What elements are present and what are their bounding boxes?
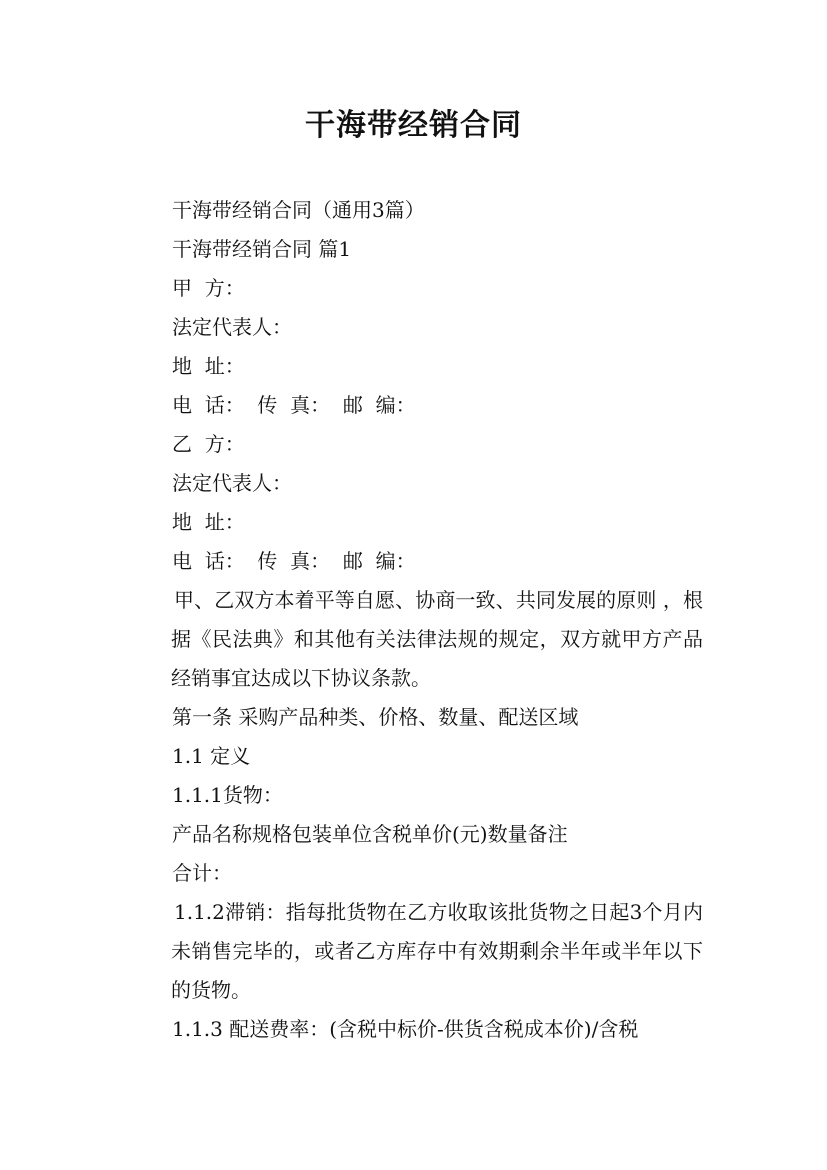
party-a-contact-line: 电 话： 传 真： 邮 编：	[172, 393, 416, 417]
article-1-heading: 第一条 采购产品种类、价格、数量、配送区域	[172, 705, 579, 729]
subtitle-line: 干海带经销合同（通用3篇）	[172, 198, 425, 222]
party-a-representative-line: 法定代表人：	[172, 315, 292, 339]
party-b-representative-line: 法定代表人：	[172, 471, 292, 495]
party-b-contact-line: 电 话： 传 真： 邮 编：	[172, 549, 416, 573]
party-b-address-line: 地 址：	[172, 510, 245, 534]
document-title: 干海带经销合同	[305, 108, 522, 143]
document-body	[172, 191, 712, 1049]
party-b-line: 乙 方：	[172, 432, 245, 456]
section-heading-line: 干海带经销合同 篇1	[172, 237, 352, 261]
party-a-address-line: 地 址：	[172, 354, 245, 378]
section-1-1-1-line: 1.1.1货物：	[172, 783, 283, 807]
section-1-1-line: 1.1 定义	[172, 744, 251, 768]
total-line: 合计：	[172, 861, 232, 885]
party-a-line: 甲 方：	[172, 276, 245, 300]
section-1-1-3-line: 1.1.3 配送费率：(含税中标价-供货含税成本价)/含税	[172, 1017, 639, 1041]
product-table-header-line: 产品名称规格包装单位含税单价(元)数量备注	[172, 822, 568, 846]
section-1-1-2-paragraph: 1.1.2滞销：指每批货物在乙方收取该批货物之日起3个月内未销售完毕的，或者乙方库存中有效期剩余半年或半年以下的货物。	[171, 900, 703, 1002]
intro-paragraph: 甲、乙双方本着平等自愿、协商一致、共同发展的原则 ，根据《民法典》和其他有关法律法规的规定，双方就甲方产品经销事宜达成以下协议条款。	[171, 588, 703, 690]
